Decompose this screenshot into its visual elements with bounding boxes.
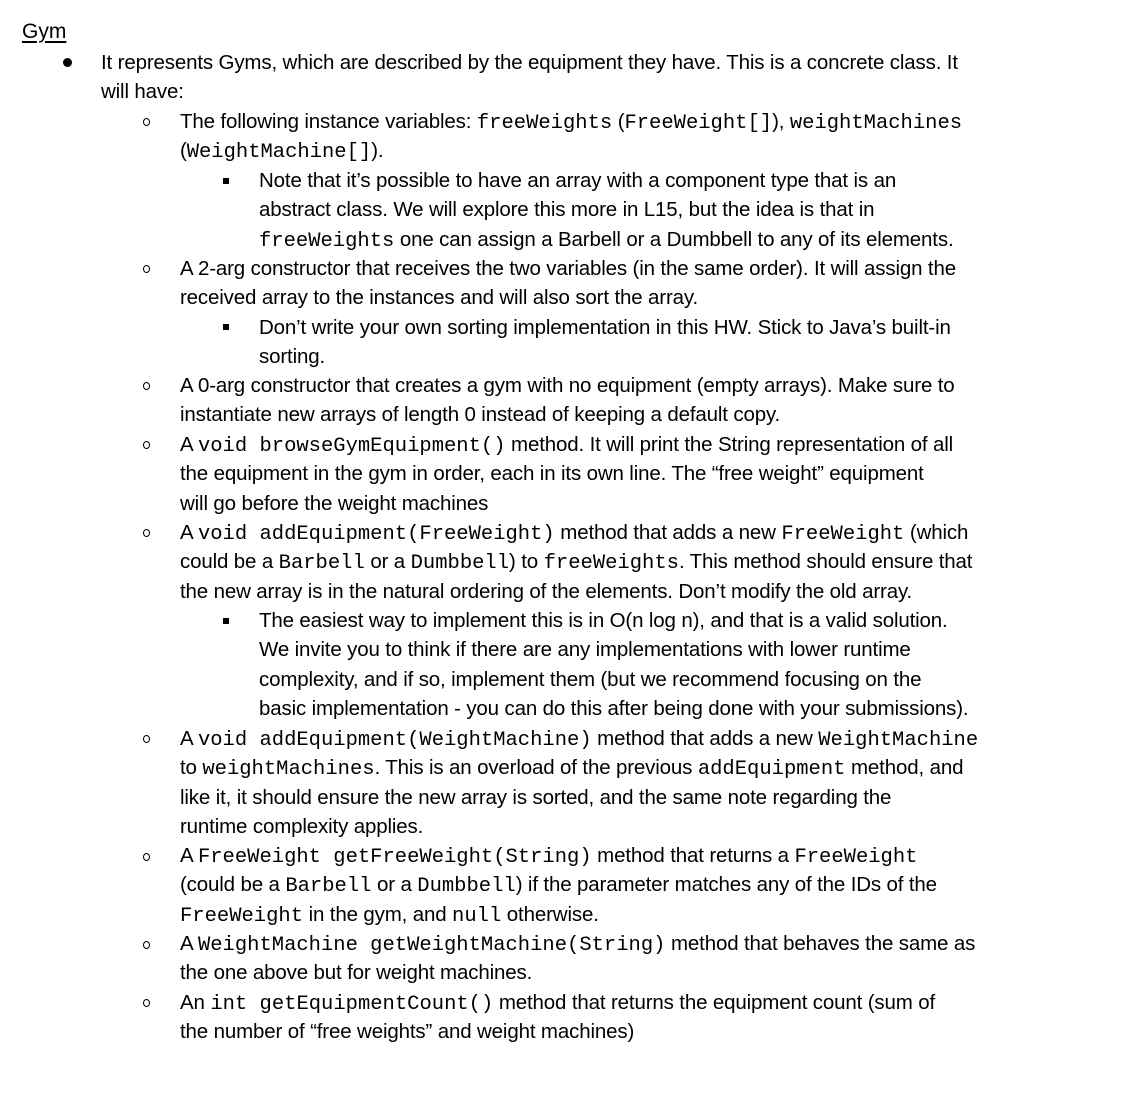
two-arg-constructor-item: [180, 254, 956, 313]
text-line: Don’t write your own sorting implementation in this HW. Stick to Java’s built-in: [259, 316, 951, 339]
text-line: complexity, and if so, implement them (but we recommend focusing on the: [259, 667, 922, 691]
text-line: like it, it should ensure the new array is sorted, and the same note regarding the: [180, 785, 892, 809]
square-bullet-icon: [223, 178, 229, 184]
square-bullet-icon: [223, 324, 229, 330]
text-line: could be a Barbell or a Dumbbell) to freeWeights. This method should ensure that: [180, 550, 973, 576]
complexity-note: [259, 606, 968, 723]
hollow-bullet-icon: [143, 853, 150, 861]
text-line: FreeWeight in the gym, and null otherwise.: [180, 902, 599, 928]
hollow-bullet-icon: [143, 735, 150, 743]
browse-equipment-item: [180, 430, 953, 518]
bullet-dot-icon: [63, 58, 72, 67]
add-weight-machine-item: [180, 724, 978, 841]
text-line: A 0-arg constructor that creates a gym with no equipment (empty arrays). Make sure to: [180, 374, 955, 397]
text-line: A WeightMachine getWeightMachine(String) method that behaves the same as: [180, 932, 976, 957]
text-line: An int getEquipmentCount() method that returns the equipment count (sum of: [180, 991, 936, 1016]
section-heading: Gym: [22, 20, 67, 43]
text-line: A void addEquipment(WeightMachine) method that adds a new WeightMachine: [180, 727, 979, 752]
instance-variables-item: [180, 107, 962, 166]
text-line: A FreeWeight getFreeWeight(String) method that returns a FreeWeight: [180, 844, 918, 869]
equipment-count-item: [180, 988, 935, 1047]
zero-arg-constructor-item: [180, 371, 955, 430]
text-line: A void browseGymEquipment() method. It will print the String representation of all: [180, 433, 954, 458]
get-free-weight-item: [180, 841, 937, 929]
text-line: Note that it’s possible to have an array with a component type that is an: [259, 169, 897, 192]
text-line: It represents Gyms, which are described by the equipment they have. This is a concrete class. It: [101, 51, 958, 74]
hollow-bullet-icon: [143, 382, 150, 390]
text-line: will go before the weight machines: [180, 491, 489, 515]
text-line: The easiest way to implement this is in O(n log n), and that is a valid solution.: [259, 609, 948, 632]
text-line: instantiate new arrays of length 0 instead of keeping a default copy.: [180, 403, 781, 427]
text-line: to weightMachines. This is an overload of the previous addEquipment method, and: [180, 756, 964, 782]
get-weight-machine-item: [180, 929, 975, 988]
hollow-bullet-icon: [143, 941, 150, 949]
text-line: freeWeights one can assign a Barbell or a Dumbbell to any of its elements.: [259, 227, 954, 253]
text-line: sorting.: [259, 345, 326, 369]
text-line: runtime complexity applies.: [180, 814, 424, 838]
text-line: (WeightMachine[]).: [180, 139, 384, 165]
hollow-bullet-icon: [143, 265, 150, 273]
text-line: abstract class. We will explore this more in L15, but the idea is that in: [259, 198, 875, 222]
hollow-bullet-icon: [143, 118, 150, 126]
text-line: (could be a Barbell or a Dumbbell) if the parameter matches any of the IDs of the: [180, 873, 937, 899]
text-line: the number of “free weights” and weight machines): [180, 1020, 635, 1044]
text-line: A 2-arg constructor that receives the two variables (in the same order). It will assign the: [180, 257, 956, 280]
hollow-bullet-icon: [143, 529, 150, 537]
hollow-bullet-icon: [143, 999, 150, 1007]
square-bullet-icon: [223, 618, 229, 624]
text-line: The following instance variables: freeWeights (FreeWeight[]), weightMachines: [180, 110, 963, 135]
text-line: received array to the instances and will also sort the array.: [180, 286, 699, 310]
text-line: We invite you to think if there are any implementations with lower runtime: [259, 638, 911, 662]
hollow-bullet-icon: [143, 441, 150, 449]
add-free-weight-item: [180, 518, 972, 606]
text-line: basic implementation - you can do this after being done with your submissions).: [259, 696, 969, 720]
sorting-note: [259, 313, 951, 372]
text-line: the equipment in the gym in order, each in its own line. The “free weight” equipment: [180, 462, 924, 486]
intro-paragraph: [101, 48, 958, 107]
text-line: A void addEquipment(FreeWeight) method that adds a new FreeWeight (which: [180, 521, 969, 546]
text-line: the new array is in the natural ordering of the elements. Don’t modify the old array.: [180, 579, 913, 603]
text-line: the one above but for weight machines.: [180, 961, 533, 985]
abstract-array-note: [259, 166, 954, 254]
text-line: will have:: [101, 80, 184, 104]
